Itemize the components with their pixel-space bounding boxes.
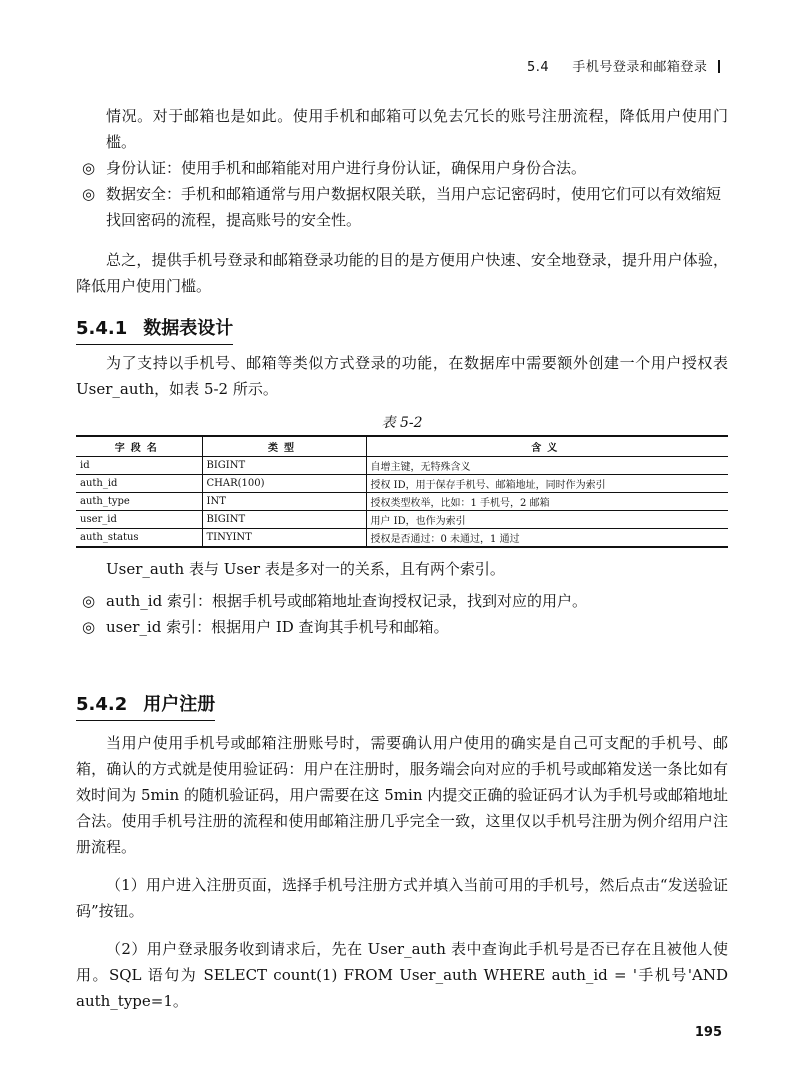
bullet-text: auth_id 索引：根据手机号或邮箱地址查询授权记录，找到对应的用户。 [106, 592, 587, 610]
section-title: 数据表设计 [143, 318, 234, 339]
table-cell: INT [202, 493, 366, 511]
registration-paragraph-1: 当用户使用手机号或邮箱注册账号时，需要确认用户使用的确实是自己可支配的手机号、邮箱，确认的方式就是使用验证码：用户在注册时，服务端会向对应的手机号或邮箱发送一条比如有效时间为 5min 的随机验证码，用户需要在这 5min 内提交正确的验证码才认为手机号或邮箱地址合法。使用手机号注册的流程和使用邮箱注册几乎完全一致，这里仅以手机号注册为例介绍用户注册流程。 [76, 734, 728, 856]
intro-block [76, 103, 728, 299]
table-cell: BIGINT [202, 511, 366, 529]
user-auth-table [76, 435, 728, 548]
header-bar [718, 60, 720, 73]
section-title: 用户注册 [143, 694, 216, 715]
running-header [527, 56, 720, 75]
table-row [76, 457, 728, 475]
table-cell: TINYINT [202, 529, 366, 548]
table-cell: auth_type [76, 493, 202, 511]
table-header-row [76, 436, 728, 457]
bullet-mark: ◎ [82, 618, 96, 636]
table-row [76, 511, 728, 529]
table-cell: 授权类型枚举，比如：1 手机号，2 邮箱 [366, 493, 728, 511]
table-cell: CHAR(100) [202, 475, 366, 493]
bullet-mark: ◎ [82, 185, 96, 203]
table-cell: BIGINT [202, 457, 366, 475]
bullet-text: user_id 索引：根据用户 ID 查询其手机号和邮箱。 [106, 618, 449, 636]
table-cell: auth_status [76, 529, 202, 548]
table-header-cell: 类型 [202, 436, 366, 457]
intro-summary: 总之，提供手机号登录和邮箱登录功能的目的是方便用户快速、安全地登录，提升用户体验，降低用户使用门槛。 [76, 251, 728, 295]
table-row [76, 529, 728, 548]
bullet-mark: ◎ [82, 159, 96, 177]
section-heading [76, 690, 215, 721]
section-5-4-1 [76, 314, 728, 345]
table-intro-paragraph: 为了支持以手机号、邮箱等类似方式登录的功能，在数据库中需要额外创建一个用户授权表 User_auth，如表 5-2 所示。 [76, 354, 728, 398]
table-header-cell: 字段名 [76, 436, 202, 457]
table-cell: user_id [76, 511, 202, 529]
section-number: 5.4.1 [76, 318, 128, 339]
section-5-4-2 [76, 690, 728, 721]
table-cell: auth_id [76, 475, 202, 493]
section-5-4-2-body [76, 730, 728, 1014]
table-row [76, 493, 728, 511]
running-header-section: 5.4 [526, 60, 550, 75]
registration-step-2: （2）用户登录服务收到请求后，先在 User_auth 表中查询此手机号是否已存在且被他人使用。SQL 语句为 SELECT count(1) FROM User_auth WHERE auth_id = '手机号'AND auth_type=1。 [76, 940, 728, 1010]
section-heading [76, 314, 233, 345]
table-caption: 表 5-2 [381, 415, 423, 431]
table-cell: 授权 ID，用于保存手机号、邮箱地址，同时作为索引 [366, 475, 728, 493]
bullet-identity [76, 155, 728, 181]
running-header-title: 手机号登录和邮箱登录 [572, 60, 708, 75]
page-number: 195 [694, 1025, 722, 1040]
table-cell: 用户 ID，也作为索引 [366, 511, 728, 529]
bullet-text: 数据安全：手机和邮箱通常与用户数据权限关联，当用户忘记密码时，使用它们可以有效缩短找回密码的流程，提高账号的安全性。 [106, 185, 722, 229]
table-header-cell: 含义 [366, 436, 728, 457]
table-cell: 授权是否通过：0 未通过，1 通过 [366, 529, 728, 548]
section-5-4-1-body [76, 350, 728, 640]
bullet-data-security [76, 181, 728, 233]
registration-step-1: （1）用户进入注册页面，选择手机号注册方式并填入当前可用的手机号，然后点击“发送验证码”按钮。 [76, 876, 728, 920]
section-number: 5.4.2 [76, 694, 128, 715]
after-table-paragraph: User_auth 表与 User 表是多对一的关系，且有两个索引。 [106, 560, 505, 578]
table-row [76, 475, 728, 493]
bullet-text: 身份认证：使用手机和邮箱能对用户进行身份认证，确保用户身份合法。 [106, 159, 587, 177]
intro-continuation: 情况。对于邮箱也是如此。使用手机和邮箱可以免去冗长的账号注册流程，降低用户使用门槛。 [106, 107, 728, 151]
bullet-user-id-index [76, 614, 728, 640]
table-cell: 自增主键，无特殊含义 [366, 457, 728, 475]
table-cell: id [80, 460, 90, 471]
bullet-auth-id-index [76, 588, 728, 614]
bullet-mark: ◎ [82, 592, 96, 610]
